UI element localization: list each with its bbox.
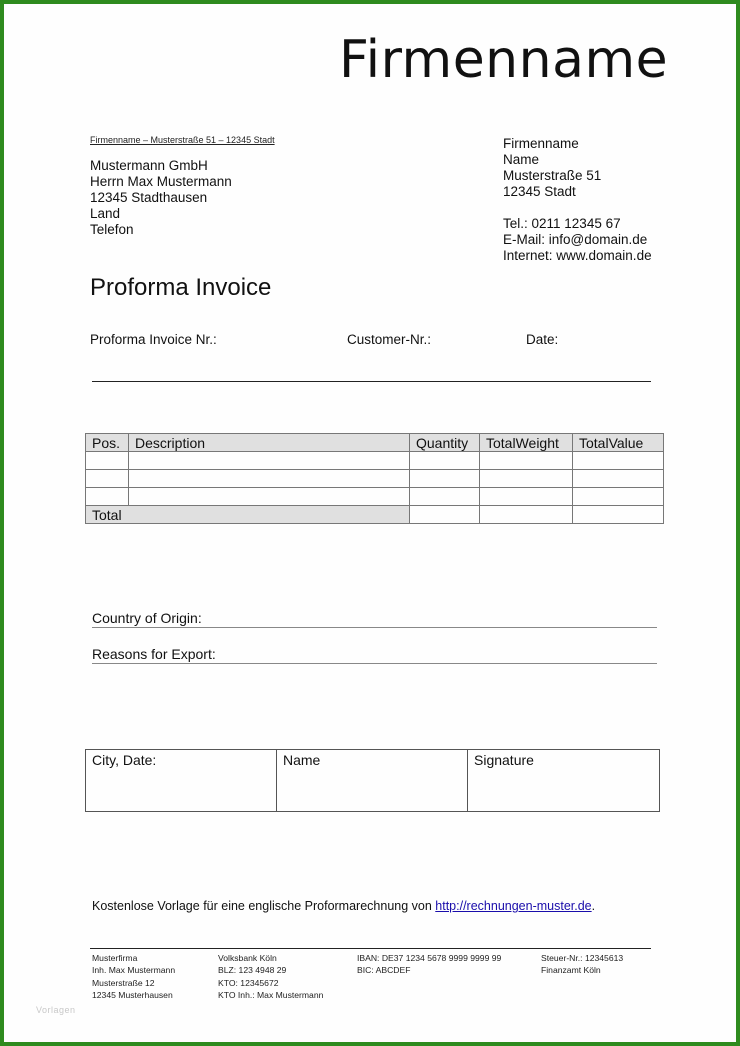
signature-cell: Signature <box>468 750 660 812</box>
recipient-address <box>90 158 232 238</box>
sender-return-address: Firmenname – Musterstraße 51 – 12345 Stadt <box>90 135 275 145</box>
footer-tax-line: Finanzamt Köln <box>541 965 601 976</box>
company-title: Firmenname <box>339 30 669 90</box>
watermark: Vorlagen <box>36 1005 76 1015</box>
date-label: Date: <box>526 332 559 347</box>
header-total-weight: TotalWeight <box>480 434 573 452</box>
cell-description <box>129 452 410 470</box>
footer-iban <box>357 952 501 977</box>
table-row <box>86 488 664 506</box>
name-cell: Name <box>277 750 468 812</box>
country-of-origin-line <box>92 627 657 628</box>
footer-bank-line: KTO Inh.: Max Mustermann <box>218 989 324 1000</box>
total-weight <box>480 506 573 524</box>
recipient-city: 12345 Stadthausen <box>90 190 208 205</box>
sender-tel: Tel.: 0211 12345 67 <box>503 216 621 231</box>
footer-iban-line: BIC: ABCDEF <box>357 965 411 976</box>
footer-bank-line: KTO: 12345672 <box>218 977 279 988</box>
footer-company-line: 12345 Musterhausen <box>92 989 173 1000</box>
reasons-for-export-line <box>92 663 657 664</box>
sender-internet: Internet: www.domain.de <box>503 248 652 263</box>
cell-total-value <box>573 470 664 488</box>
cell-pos <box>86 452 129 470</box>
sender-city: 12345 Stadt <box>503 184 576 199</box>
cell-quantity <box>410 452 480 470</box>
cell-pos <box>86 470 129 488</box>
cell-quantity <box>410 488 480 506</box>
footer-company-line: Musterstraße 12 <box>92 977 155 988</box>
footer-tax-line: Steuer-Nr.: 12345613 <box>541 953 624 963</box>
cell-total-value <box>573 452 664 470</box>
note-text: Kostenlose Vorlage für eine englische Proformarechnung von <box>92 899 436 913</box>
cell-total-weight <box>480 470 573 488</box>
items-header-row <box>86 434 664 452</box>
total-quantity <box>410 506 480 524</box>
total-row <box>86 506 664 524</box>
sender-email: E-Mail: info@domain.de <box>503 232 648 247</box>
recipient-company: Mustermann GmbH <box>90 158 208 173</box>
sender-name: Name <box>503 152 540 167</box>
cell-description <box>129 470 410 488</box>
city-date-cell: City, Date: <box>86 750 277 812</box>
document-title: Proforma Invoice <box>90 274 272 301</box>
note-suffix: . <box>591 899 596 913</box>
total-label: Total <box>86 506 410 524</box>
items-table <box>85 433 664 524</box>
signature-row <box>86 750 660 812</box>
country-of-origin-label: Country of Origin: <box>92 610 202 626</box>
meta-divider <box>92 381 651 382</box>
footer-tax <box>541 952 623 977</box>
sender-street: Musterstraße 51 <box>503 168 602 183</box>
recipient-phone: Telefon <box>90 222 134 237</box>
cell-pos <box>86 488 129 506</box>
recipient-person: Herrn Max Mustermann <box>90 174 232 189</box>
reasons-for-export-label: Reasons for Export: <box>92 646 216 662</box>
total-value <box>573 506 664 524</box>
signature-table <box>85 749 660 812</box>
customer-number-label: Customer-Nr.: <box>347 332 432 347</box>
table-row <box>86 452 664 470</box>
footer-bank <box>218 952 323 1001</box>
rechnungen-muster-link[interactable]: http://rechnungen-muster.de <box>435 899 592 913</box>
sender-company: Firmenname <box>503 136 579 151</box>
footer-divider <box>90 948 651 949</box>
footer-company-line: Musterfirma <box>92 953 138 963</box>
cell-quantity <box>410 470 480 488</box>
invoice-number-label: Proforma Invoice Nr.: <box>90 332 217 347</box>
header-description: Description <box>129 434 410 452</box>
recipient-country: Land <box>90 206 121 221</box>
cell-description <box>129 488 410 506</box>
header-total-value: TotalValue <box>573 434 664 452</box>
footer-bank-line: BLZ: 123 4948 29 <box>218 965 287 976</box>
footer-company <box>92 952 175 1001</box>
sender-block <box>503 136 652 264</box>
table-row <box>86 470 664 488</box>
header-pos: Pos. <box>86 434 129 452</box>
cell-total-weight <box>480 452 573 470</box>
footer-iban-line: IBAN: DE37 1234 5678 9999 9999 99 <box>357 953 502 963</box>
footer-company-line: Inh. Max Mustermann <box>92 965 176 976</box>
template-note <box>92 899 595 913</box>
footer-bank-line: Volksbank Köln <box>218 953 277 963</box>
cell-total-weight <box>480 488 573 506</box>
header-quantity: Quantity <box>410 434 480 452</box>
cell-total-value <box>573 488 664 506</box>
